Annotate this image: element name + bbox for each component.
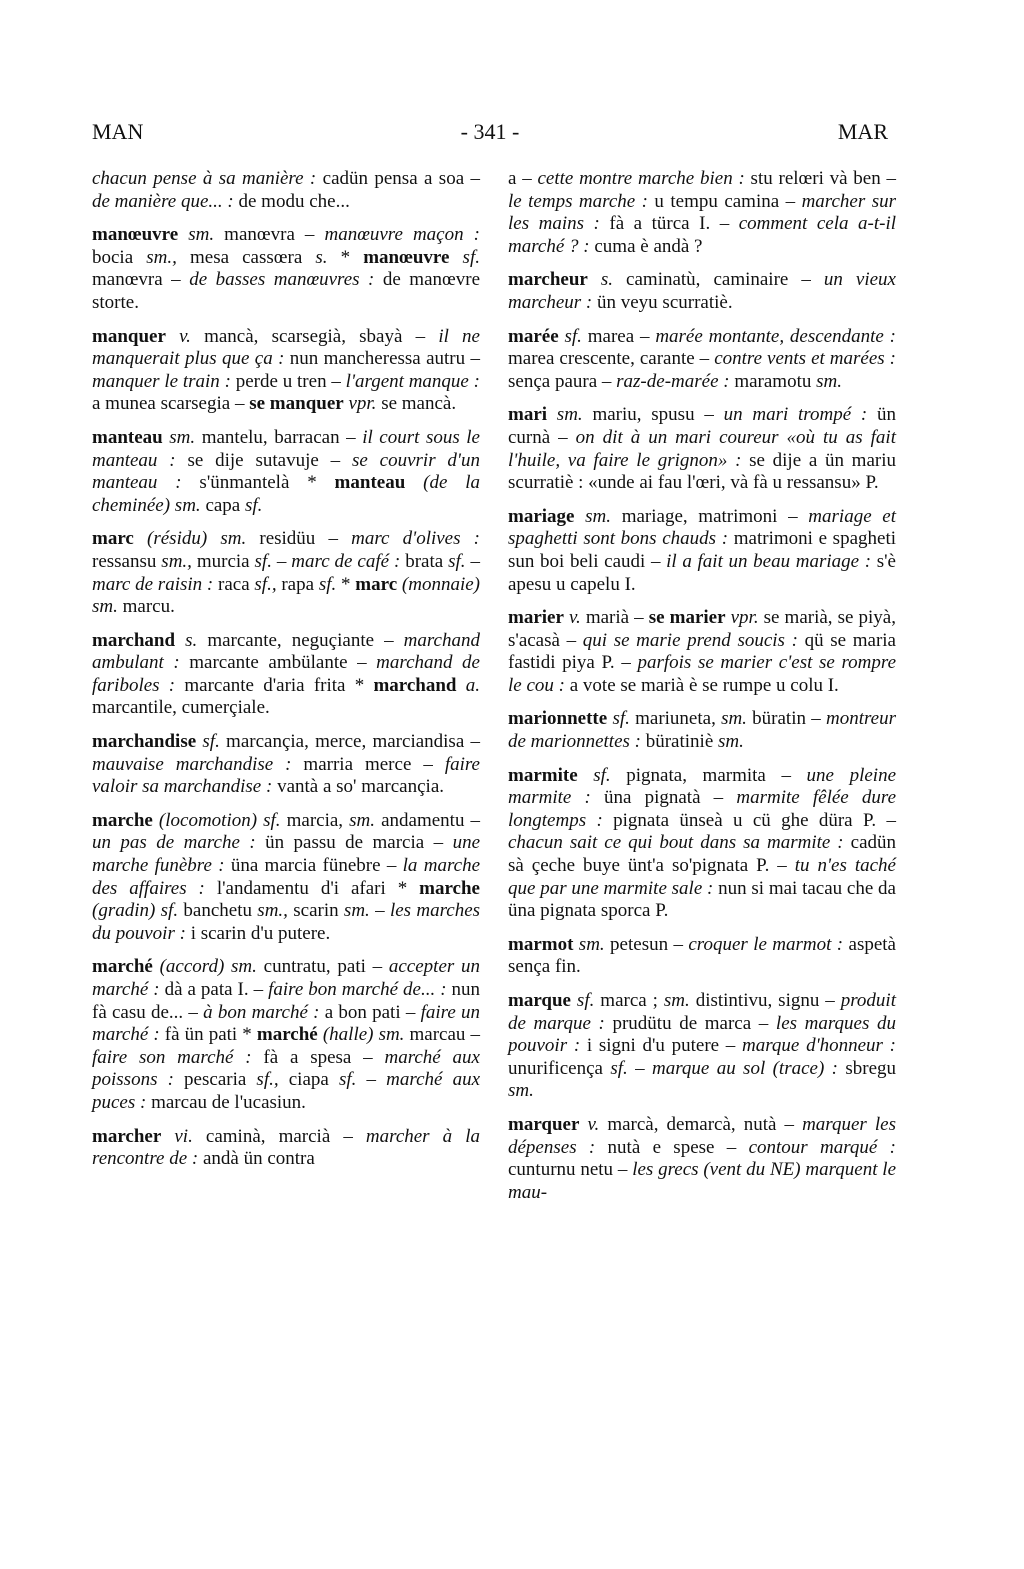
- italic-text: marché aux puces :: [92, 1069, 480, 1113]
- italic-text: marchand ambulant :: [92, 629, 480, 674]
- italic-text: s.: [587, 269, 614, 291]
- entry-text: marià –: [580, 607, 649, 629]
- entry-text: perde u tren –: [230, 370, 346, 392]
- entry-text: büratin –: [746, 708, 826, 730]
- italic-text: on dit à un mari coureur «où tu as fait l'huile, va faire le grignon» :: [508, 426, 896, 471]
- dictionary-entry: [92, 427, 480, 517]
- italic-text: sf.: [570, 990, 595, 1011]
- italic-text: faire valoir sa marchandise :: [92, 753, 480, 798]
- italic-text: mariage et spaghetti sont bons chauds :: [508, 505, 897, 550]
- italic-text: marquer les dépenses :: [508, 1113, 896, 1158]
- italic-text: vpr.: [725, 607, 759, 629]
- entry-text: capa: [200, 494, 245, 516]
- headword: se marier: [648, 607, 726, 629]
- italic-text: sf.: [245, 494, 263, 516]
- italic-text: mauvaise marchandise :: [92, 753, 292, 775]
- entry-text: cunturnu netu –: [508, 1159, 633, 1181]
- italic-text: un vieux marcheur :: [508, 269, 896, 313]
- italic-text: chacun sait ce qui bout dans sa marmite :: [508, 832, 844, 854]
- entry-text: l'andamentu d'i afari *: [204, 877, 420, 899]
- entry-text: fà a spesa –: [251, 1046, 385, 1068]
- entry-text: qü se maria fastidi piya P. –: [508, 629, 896, 674]
- entry-text: residüu –: [246, 528, 352, 550]
- italic-text: sf.: [196, 731, 220, 753]
- entry-text: –: [627, 1057, 652, 1079]
- entry-text: matrimoni e spagheti sun boi beli caudi –: [508, 528, 896, 572]
- italic-text: une pleine marmite :: [508, 764, 897, 809]
- dictionary-entry: [508, 404, 896, 494]
- entry-text: mesa cassœra: [176, 246, 316, 268]
- entry-text: a bon pati –: [319, 1001, 421, 1023]
- italic-text: vpr.: [343, 393, 377, 415]
- headword: se manquer: [249, 393, 344, 415]
- entry-text: u tempu camina –: [647, 190, 802, 212]
- headword: marchand: [92, 629, 176, 651]
- running-head-left: MAN: [92, 119, 144, 144]
- entry-text: i signi d'u putere –: [580, 1035, 743, 1057]
- italic-text: il court sous le manteau :: [92, 426, 480, 471]
- italic-text: faire un marché :: [92, 1001, 480, 1046]
- dictionary-entry: [508, 934, 896, 979]
- dictionary-entry: [92, 810, 480, 946]
- entry-text: s'ünmantelà *: [181, 472, 335, 494]
- italic-text: contour marqué :: [748, 1136, 896, 1158]
- entry-text: murcia: [191, 550, 255, 572]
- italic-text: manœuvre maçon :: [324, 224, 480, 246]
- entry-text: –: [356, 1069, 387, 1091]
- entry-text: cadün sà çeche buye ünt'a so'pignata P. –: [508, 832, 896, 877]
- dictionary-entry: [508, 708, 896, 753]
- italic-text: sm.,: [257, 900, 288, 922]
- headword: marcher: [92, 1125, 162, 1147]
- headword: mariage: [508, 505, 575, 527]
- headword: marchand: [373, 674, 457, 696]
- entry-text: marca ;: [594, 990, 664, 1011]
- entry-text: üna marcia fünebre –: [224, 855, 403, 877]
- entry-text: manœvra –: [214, 224, 325, 246]
- italic-text: sm.: [573, 933, 605, 955]
- italic-text: marc d'olives :: [351, 528, 480, 550]
- italic-text: sf.,: [256, 1069, 279, 1091]
- entry-text: stu relœri và ben –: [744, 168, 897, 189]
- italic-text: comment cela a-t-il marché ? :: [508, 213, 896, 257]
- entry-text: marcante d'aria frita *: [175, 674, 374, 696]
- italic-text: v.: [165, 325, 191, 347]
- entry-text: –: [465, 550, 480, 572]
- entry-text: marria merce –: [291, 753, 445, 775]
- entry-text: marcantile, cumerçiale.: [92, 697, 270, 719]
- dictionary-entry: [508, 269, 896, 314]
- dictionary-entry: [92, 224, 480, 314]
- entry-text: marcau de l'ucasiun.: [146, 1091, 306, 1113]
- italic-text: marc de raisin :: [92, 573, 214, 595]
- entry-text: marea –: [581, 325, 656, 347]
- entry-text: mantelu, barracan –: [195, 426, 363, 448]
- italic-text: les marches du pouvoir :: [92, 900, 481, 944]
- entry-text: büratiniè: [640, 731, 719, 753]
- entry-text: cuma è andà ?: [589, 235, 703, 257]
- italic-text: s.: [175, 629, 198, 651]
- entry-text: aspetà sença fin.: [508, 933, 896, 978]
- dictionary-entry: [92, 731, 480, 799]
- entry-text: petesun –: [604, 933, 689, 955]
- headword: marcheur: [508, 269, 588, 291]
- italic-text: sm.: [816, 370, 842, 392]
- entry-text: caminà, marcià –: [192, 1125, 366, 1147]
- italic-text: (locomotion) sf.: [152, 809, 281, 831]
- entry-text: a munea scarsegia –: [92, 393, 250, 415]
- italic-text: marcher à la rencontre de :: [92, 1125, 480, 1170]
- italic-text: sf.: [577, 764, 611, 786]
- headword: manœuvre: [363, 246, 450, 268]
- italic-text: sm.: [178, 224, 215, 246]
- headword: marc: [92, 528, 134, 550]
- italic-text: faire son marché :: [92, 1046, 252, 1068]
- entry-text: –: [369, 900, 390, 922]
- entry-text: ün veyu scurratiè.: [592, 291, 733, 313]
- headword: marc: [355, 573, 398, 595]
- entry-text: scarin: [287, 900, 344, 922]
- italic-text: marée montante, descendante :: [655, 325, 896, 347]
- entry-text: marea crescente, carante –: [508, 348, 715, 370]
- entry-text: cadün pensa a soa –: [316, 168, 481, 189]
- headword: manteau: [92, 426, 163, 448]
- italic-text: (résidu) sm.: [133, 528, 247, 550]
- running-head-right: MAR: [837, 119, 888, 144]
- entry-text: nun fà casu de... –: [92, 979, 481, 1023]
- italic-text: sf.: [558, 325, 582, 347]
- italic-text: tu n'es taché que par une marmite sale :: [508, 855, 896, 899]
- entry-text: nun si mai tacau che da üna pignata sporca P.: [508, 877, 896, 922]
- entry-text: marcau –: [404, 1024, 481, 1046]
- italic-text: chacun pense à sa manière :: [92, 168, 317, 189]
- entry-text: sença paura –: [508, 370, 617, 392]
- entry-text: pignata ünseà u cü ghe düra P. –: [602, 809, 896, 831]
- entry-text: marcante, neguçiante –: [197, 629, 404, 651]
- entry-text: distintivu, signu –: [689, 990, 841, 1011]
- entry-text: a –: [508, 168, 538, 189]
- italic-text: les grecs (vent du NE) marquent le mau-: [508, 1159, 896, 1203]
- italic-text: sm.: [508, 1080, 534, 1102]
- entry-text: sbregu: [837, 1057, 897, 1079]
- italic-text: sm.: [343, 900, 370, 922]
- entry-text: a vote se marià è se rumpe u colu I.: [564, 674, 839, 696]
- entry-text: rapa: [276, 573, 319, 595]
- entry-text: de modu che...: [233, 190, 350, 212]
- entry-text: unurificença: [508, 1057, 611, 1079]
- headword: marionnette: [508, 708, 608, 730]
- dictionary-entry: [92, 528, 480, 618]
- entry-text: se dije a ün mariu scurratiè : «unde ai fau l'œri, và fà u ressansu» P.: [508, 449, 896, 494]
- headword: marée: [508, 325, 559, 347]
- dictionary-entry: [92, 956, 480, 1114]
- entry-text: üna pignatà –: [590, 787, 737, 809]
- entry-text: *: [327, 246, 364, 268]
- italic-text: croquer le marmot :: [688, 933, 844, 955]
- italic-text: un pas de marche :: [92, 832, 256, 854]
- italic-text: se couvrir d'un manteau :: [92, 449, 480, 494]
- headword: marmite: [508, 764, 578, 786]
- dictionary-entry: [508, 607, 896, 697]
- italic-text: vi.: [161, 1125, 193, 1147]
- dictionary-entry: [508, 1114, 896, 1204]
- entry-text: mariage, matrimoni –: [611, 505, 809, 527]
- italic-text: a.: [456, 674, 480, 696]
- left-column: [92, 168, 480, 1182]
- entry-text: marcu.: [117, 596, 175, 618]
- entry-text: vantà a so' marcançia.: [272, 776, 445, 798]
- entry-text: prudütu de marca –: [604, 1012, 776, 1034]
- entry-text: fà a türca I. –: [599, 213, 739, 235]
- running-head: [92, 119, 888, 149]
- entry-text: pignata, marmita –: [610, 764, 807, 786]
- entry-text: mariu, spusu –: [582, 404, 724, 426]
- italic-text: la marche des affaires :: [92, 855, 481, 899]
- entry-text: andamentu –: [375, 809, 481, 831]
- italic-text: sm.,: [161, 550, 192, 572]
- entry-text: mancà, scarsegià, sbayà –: [190, 325, 439, 347]
- headword: marche: [92, 809, 153, 831]
- entry-text: brata: [400, 550, 449, 572]
- italic-text: sm.: [663, 990, 690, 1011]
- headword: marier: [508, 607, 564, 629]
- right-column: [508, 168, 896, 1215]
- headword: mari: [508, 404, 548, 426]
- dictionary-entry: [92, 168, 480, 213]
- dictionary-entry: [92, 1126, 480, 1171]
- italic-text: sm.: [574, 505, 612, 527]
- italic-text: marmite fêlée dure longtemps :: [508, 787, 897, 831]
- italic-text: sm.,: [146, 246, 177, 268]
- headword: marche: [419, 877, 480, 899]
- dictionary-entry: [508, 168, 896, 258]
- italic-text: sf.,: [254, 573, 277, 595]
- italic-text: sm.: [547, 404, 583, 426]
- italic-text: sf.: [607, 708, 630, 730]
- entry-text: marcançia, merce, marciandisa –: [219, 731, 480, 753]
- entry-text: ün curnà –: [508, 404, 897, 448]
- headword: marquer: [508, 1113, 580, 1135]
- entry-text: marcia,: [280, 809, 350, 831]
- entry-text: nun mancheressa autru –: [284, 348, 480, 370]
- entry-text: i scarin d'u putere.: [185, 922, 331, 944]
- italic-text: v.: [579, 1113, 600, 1135]
- entry-text: ün passu de marcia –: [255, 832, 453, 854]
- entry-text: maramotu: [729, 370, 817, 392]
- italic-text: sm.: [718, 731, 744, 753]
- italic-text: à bon marché :: [203, 1001, 320, 1023]
- entry-text: s'è apesu u capelu I.: [508, 550, 896, 595]
- dictionary-entry: [508, 326, 896, 394]
- headword: marmot: [508, 933, 574, 955]
- italic-text: le temps marche :: [508, 190, 648, 212]
- entry-text: marcà, demarcà, nutà –: [599, 1113, 803, 1135]
- entry-text: raca: [213, 573, 255, 595]
- entry-text: se dije sutavuje –: [175, 449, 352, 471]
- italic-text: marc de café :: [291, 550, 401, 572]
- italic-text: contre vents et marées :: [714, 348, 896, 370]
- entry-text: dà a pata I. –: [159, 979, 269, 1000]
- italic-text: (halle) sm.: [317, 1024, 405, 1046]
- entry-text: marcante ambülante –: [179, 652, 377, 674]
- italic-text: parfois se marier c'est se rompre le cou :: [508, 652, 897, 696]
- entry-text: manœvra –: [92, 269, 190, 291]
- entry-text: se mancà.: [376, 393, 457, 415]
- entry-text: ciapa: [278, 1069, 339, 1091]
- dictionary-entry: [92, 326, 480, 416]
- entry-text: –: [271, 550, 292, 572]
- italic-text: un mari trompé :: [723, 404, 868, 426]
- dictionary-entry: [508, 990, 896, 1103]
- italic-text: montreur de marionnettes :: [508, 708, 896, 753]
- italic-text: les marques du pouvoir :: [508, 1012, 897, 1057]
- italic-text: v.: [563, 607, 581, 629]
- italic-text: il ne manquerait plus que ça :: [92, 325, 480, 370]
- dictionary-entry: [508, 765, 896, 923]
- page-number: - 341 -: [460, 119, 520, 144]
- entry-text: de manœvre storte.: [92, 269, 480, 313]
- entry-text: mariuneta,: [629, 708, 722, 730]
- entry-text: se marià, se piyà, s'acasà –: [508, 607, 896, 651]
- italic-text: l'argent manque :: [345, 370, 480, 392]
- italic-text: (accord) sm.: [152, 956, 257, 978]
- italic-text: marchand de fariboles :: [92, 652, 480, 696]
- italic-text: sf.: [254, 550, 272, 572]
- italic-text: de manière que... :: [92, 190, 234, 212]
- entry-text: bocia: [92, 246, 147, 268]
- italic-text: sm.: [349, 809, 376, 831]
- italic-text: produit de marque :: [508, 990, 896, 1034]
- entry-text: pescaria: [173, 1069, 257, 1091]
- headword: marché: [92, 956, 153, 978]
- dictionary-entry: [92, 630, 480, 720]
- italic-text: sf.: [448, 550, 466, 572]
- italic-text: faire bon marché de... :: [268, 979, 447, 1000]
- italic-text: sm.: [162, 426, 196, 448]
- italic-text: manquer le train :: [92, 370, 231, 392]
- headword: marchandise: [92, 731, 197, 753]
- italic-text: (monnaie) sm.: [92, 573, 480, 618]
- italic-text: de basses manœuvres :: [189, 269, 375, 291]
- entry-text: andà ün contra: [198, 1148, 315, 1170]
- headword: manœuvre: [92, 224, 179, 246]
- italic-text: sf.: [449, 246, 480, 268]
- entry-text: ressansu: [92, 550, 162, 572]
- italic-text: marque au sol (trace) :: [651, 1057, 838, 1079]
- entry-text: cuntratu, pati –: [256, 956, 389, 978]
- italic-text: marcher sur les mains :: [508, 190, 896, 235]
- dictionary-entry: [508, 506, 896, 596]
- italic-text: (de la cheminée) sm.: [92, 472, 480, 516]
- entry-text: *: [336, 573, 356, 595]
- italic-text: sf.: [318, 573, 337, 595]
- italic-text: (gradin) sf.: [92, 900, 179, 922]
- entry-text: fà ün pati *: [159, 1024, 257, 1046]
- italic-text: une marche funèbre :: [92, 832, 481, 877]
- italic-text: sf.: [338, 1069, 357, 1091]
- italic-text: il a fait un beau mariage :: [666, 550, 872, 572]
- headword: manteau: [334, 472, 406, 494]
- entry-text: nutà e spese –: [595, 1136, 749, 1158]
- italic-text: accepter un marché :: [92, 956, 481, 1000]
- entry-text: banchetu: [178, 900, 258, 922]
- italic-text: marque d'honneur :: [742, 1035, 896, 1057]
- italic-text: sm.: [721, 708, 747, 730]
- italic-text: cette montre marche bien :: [537, 168, 745, 189]
- italic-text: s.: [315, 246, 328, 268]
- italic-text: raz-de-marée :: [616, 370, 730, 392]
- italic-text: sf.: [610, 1057, 628, 1079]
- headword: marché: [256, 1024, 318, 1046]
- entry-text: caminatù, caminaire –: [613, 269, 824, 291]
- headword: marque: [508, 990, 571, 1011]
- italic-text: qui se marie prend soucis :: [582, 629, 798, 651]
- headword: manquer: [92, 325, 166, 347]
- italic-text: marché aux poissons :: [92, 1046, 480, 1091]
